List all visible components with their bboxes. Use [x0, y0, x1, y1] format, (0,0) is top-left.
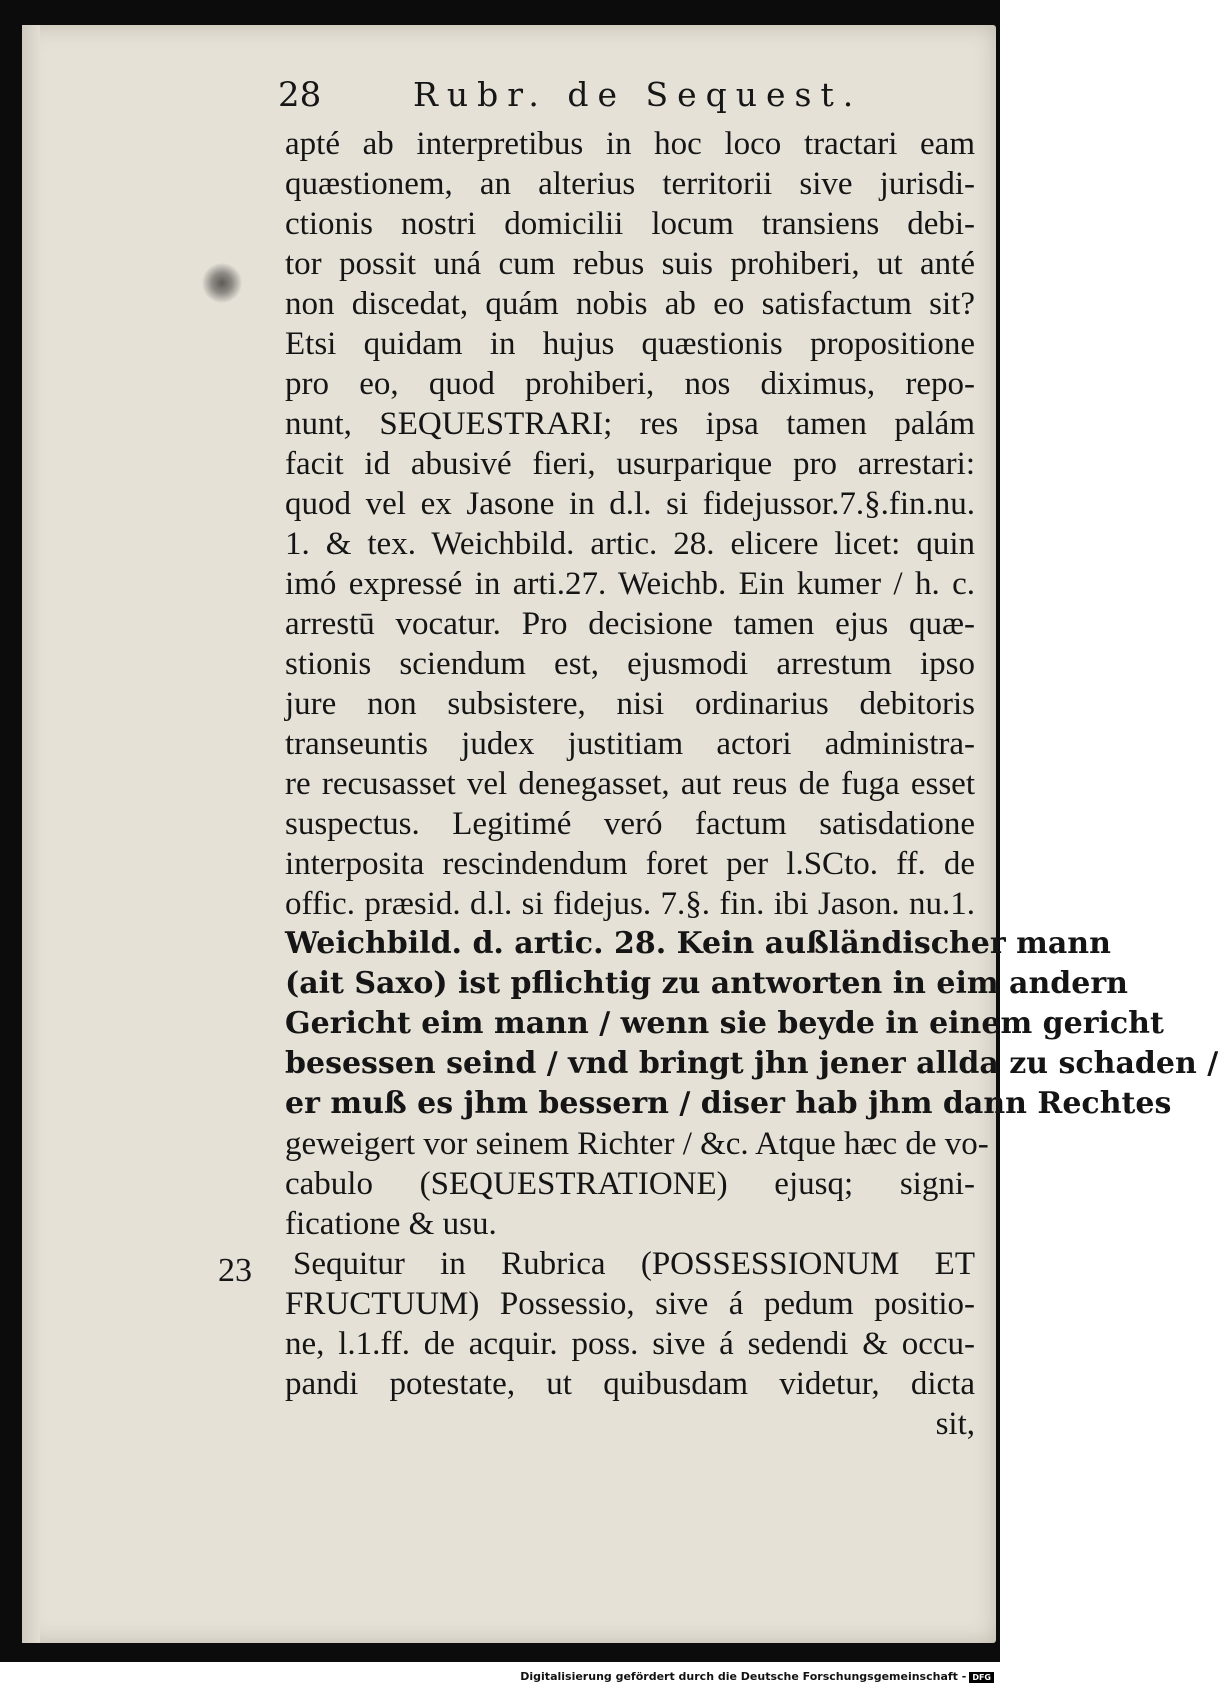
text-line: Etsi quidam in hujus quæstionis propositione	[285, 326, 975, 362]
text-line-fraktur: Weichbild. d. artic. 28. Kein außländischer mann	[285, 926, 1111, 961]
body-text	[285, 124, 1218, 1444]
text-line: arrestū vocatur. Pro decisione tamen ejus quæ-	[285, 606, 975, 642]
digitization-footer	[520, 1670, 994, 1683]
text-line: cabulo (SEQUESTRATIONE) ejusq; signi-	[285, 1166, 975, 1202]
text-line: imó expressé in arti.27. Weichb. Ein kumer / h. c.	[285, 566, 975, 602]
margin-number: 23	[218, 1252, 252, 1289]
text-line: nunt, SEQUESTRARI; res ipsa tamen palám	[285, 406, 975, 442]
text-line: interposita rescindendum foret per l.SCto. ff. de	[285, 846, 975, 882]
text-line: quæstionem, an alterius territorii sive jurisdi-	[285, 166, 975, 202]
catchword: sit,	[935, 1406, 975, 1442]
text-line: ctionis nostri domicilii locum transiens debi-	[285, 206, 975, 242]
text-line: transeuntis judex justitiam actori administra-	[285, 726, 975, 762]
text-line: quod vel ex Jasone in d.l. si fidejussor.7.§.fin.nu.	[285, 486, 975, 522]
text-line: re recusasset vel denegasset, aut reus de fuga esset	[285, 766, 975, 802]
page-header	[278, 75, 978, 125]
text-line: jure non subsistere, nisi ordinarius debitoris	[285, 686, 975, 722]
text-line: ficatione & usu.	[285, 1206, 497, 1242]
text-line: tor possit uná cum rebus suis prohiberi, ut anté	[285, 246, 975, 282]
text-line: FRUCTUUM) Possessio, sive á pedum positio-	[285, 1286, 975, 1322]
page-gutter	[22, 25, 40, 1643]
text-line: pro eo, quod prohiberi, nos diximus, repo-	[285, 366, 975, 402]
text-line-fraktur: Gericht eim mann / wenn sie beyde in einem gericht	[285, 1006, 1164, 1041]
running-title: Rubr. de Sequest.	[413, 75, 863, 114]
text-line-fraktur: (ait Saxo) ist pflichtig zu antworten in eim andern	[285, 966, 1128, 1001]
text-line: apté ab interpretibus in hoc loco tractari eam	[285, 126, 975, 162]
text-line: stionis sciendum est, ejusmodi arrestum ipso	[285, 646, 975, 682]
text-line: facit id abusivé fieri, usurparique pro arrestari:	[285, 446, 975, 482]
text-line: geweigert vor seinem Richter / &c. Atque hæc de vo-	[285, 1126, 989, 1162]
text-line-fraktur: er muß es jhm bessern / diser hab jhm dann Rechtes	[285, 1086, 1172, 1121]
text-line: Sequitur in Rubrica (POSSESSIONUM ET	[293, 1246, 975, 1282]
text-line: non discedat, quám nobis ab eo satisfactum sit?	[285, 286, 975, 322]
dfg-logo: DFG	[969, 1672, 994, 1683]
text-line: pandi potestate, ut quibusdam videtur, dicta	[285, 1366, 975, 1402]
ink-smudge	[202, 263, 242, 303]
footer-text: Digitalisierung gefördert durch die Deutsche Forschungsgemeinschaft -	[520, 1670, 967, 1683]
text-line: 1. & tex. Weichbild. artic. 28. elicere licet: quin	[285, 526, 975, 562]
text-line: ne, l.1.ff. de acquir. poss. sive á sedendi & occu-	[285, 1326, 975, 1362]
text-line: suspectus. Legitimé veró factum satisdatione	[285, 806, 975, 842]
text-line: offic. præsid. d.l. si fidejus. 7.§. fin. ibi Jason. nu.1.	[285, 886, 975, 922]
text-line-fraktur: besessen seind / vnd bringt jhn jener allda zu schaden /	[285, 1046, 1218, 1081]
folio-number: 28	[278, 75, 322, 115]
